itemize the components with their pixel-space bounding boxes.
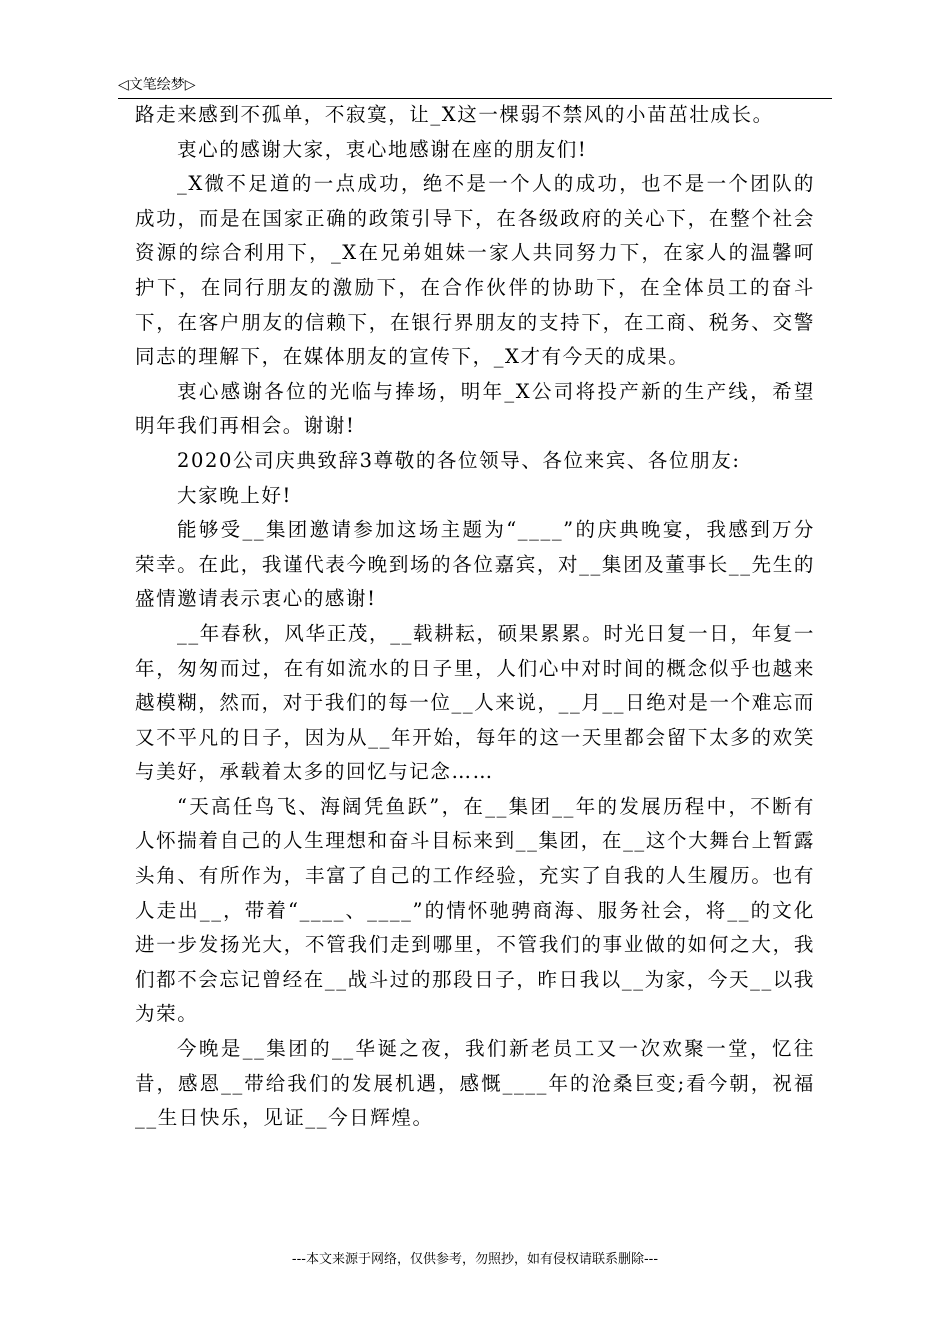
paragraph: _X微不足道的一点成功，绝不是一个人的成功，也不是一个团队的成功，而是在国家正确的政策引导下，在各级政府的关心下，在整个社会资源的综合利用下，_X在兄弟姐妹一家人共同努力下，在家人的温馨呵护下，在同行朋友的激励下，在合作伙伴的协助下，在全体员工的奋斗下，在客户朋友的信赖下，在银行界朋友的支持下，在工商、税务、交警同志的理解下，在媒体朋友的宣传下，_X才有今天的成果。	[135, 172, 815, 369]
document-body	[135, 98, 815, 1136]
paragraph: 能够受__集团邀请参加这场主题为“____”的庆典晚宴，我感到万分荣幸。在此，我谨代表今晚到场的各位嘉宾，对__集团及董事长__先生的盛情邀请表示衷心的感谢!	[135, 518, 815, 611]
paragraph: 今晚是__集团的__华诞之夜，我们新老员工又一次欢聚一堂，忆往昔，感恩__带给我们的发展机遇，感慨____年的沧桑巨变;看今朝，祝福__生日快乐，见证__今日辉煌。	[135, 1037, 815, 1130]
paragraph: 衷心感谢各位的光临与捧场，明年_X公司将投产新的生产线，希望明年我们再相会。谢谢!	[135, 379, 815, 438]
paragraph: 路走来感到不孤单，不寂寞，让_X这一棵弱不禁风的小苗茁壮成长。	[135, 103, 774, 126]
paragraph: 大家晚上好!	[177, 483, 292, 507]
paragraph: 衷心的感谢大家，衷心地感谢在座的朋友们!	[177, 137, 588, 161]
paragraph: “天高任鸟飞、海阔凭鱼跃”，在__集团__年的发展历程中，不断有人怀揣着自己的人生理想和奋斗目标来到__集团，在__这个大舞台上暂露头角、有所作为，丰富了自己的工作经验，充实了自我的人生履历。也有人走出__，带着“____、____”的情怀驰骋商海、服务社会，将__的文化进一步发扬光大，不管我们走到哪里，不管我们的事业做的如何之大，我们都不会忘记曾经在__战斗过的那段日子，昨日我以__为家，今天__以我为荣。	[135, 794, 816, 1026]
page-footer	[0, 1251, 950, 1269]
header-brand-text: ◁文笔绘梦▷	[118, 77, 196, 93]
paragraph: __年春秋，风华正茂，__载耕耘，硕果累累。时光日复一日，年复一年，匆匆而过，在有如流水的日子里，人们心中对时间的概念似乎也越来越模糊，然而，对于我们的每一位__人来说，__月__日绝对是一个难忘而又不平凡的日子，因为从__年开始，每年的这一天里都会留下太多的欢笑与美好，承载着太多的回忆与记念……	[135, 621, 816, 784]
paragraph: 2020公司庆典致辞3尊敬的各位领导、各位来宾、各位朋友:	[177, 448, 741, 472]
page-header	[118, 74, 832, 99]
footer-disclaimer: ---本文来源于网络，仅供参考，勿照抄，如有侵权请联系删除---	[291, 1252, 659, 1267]
